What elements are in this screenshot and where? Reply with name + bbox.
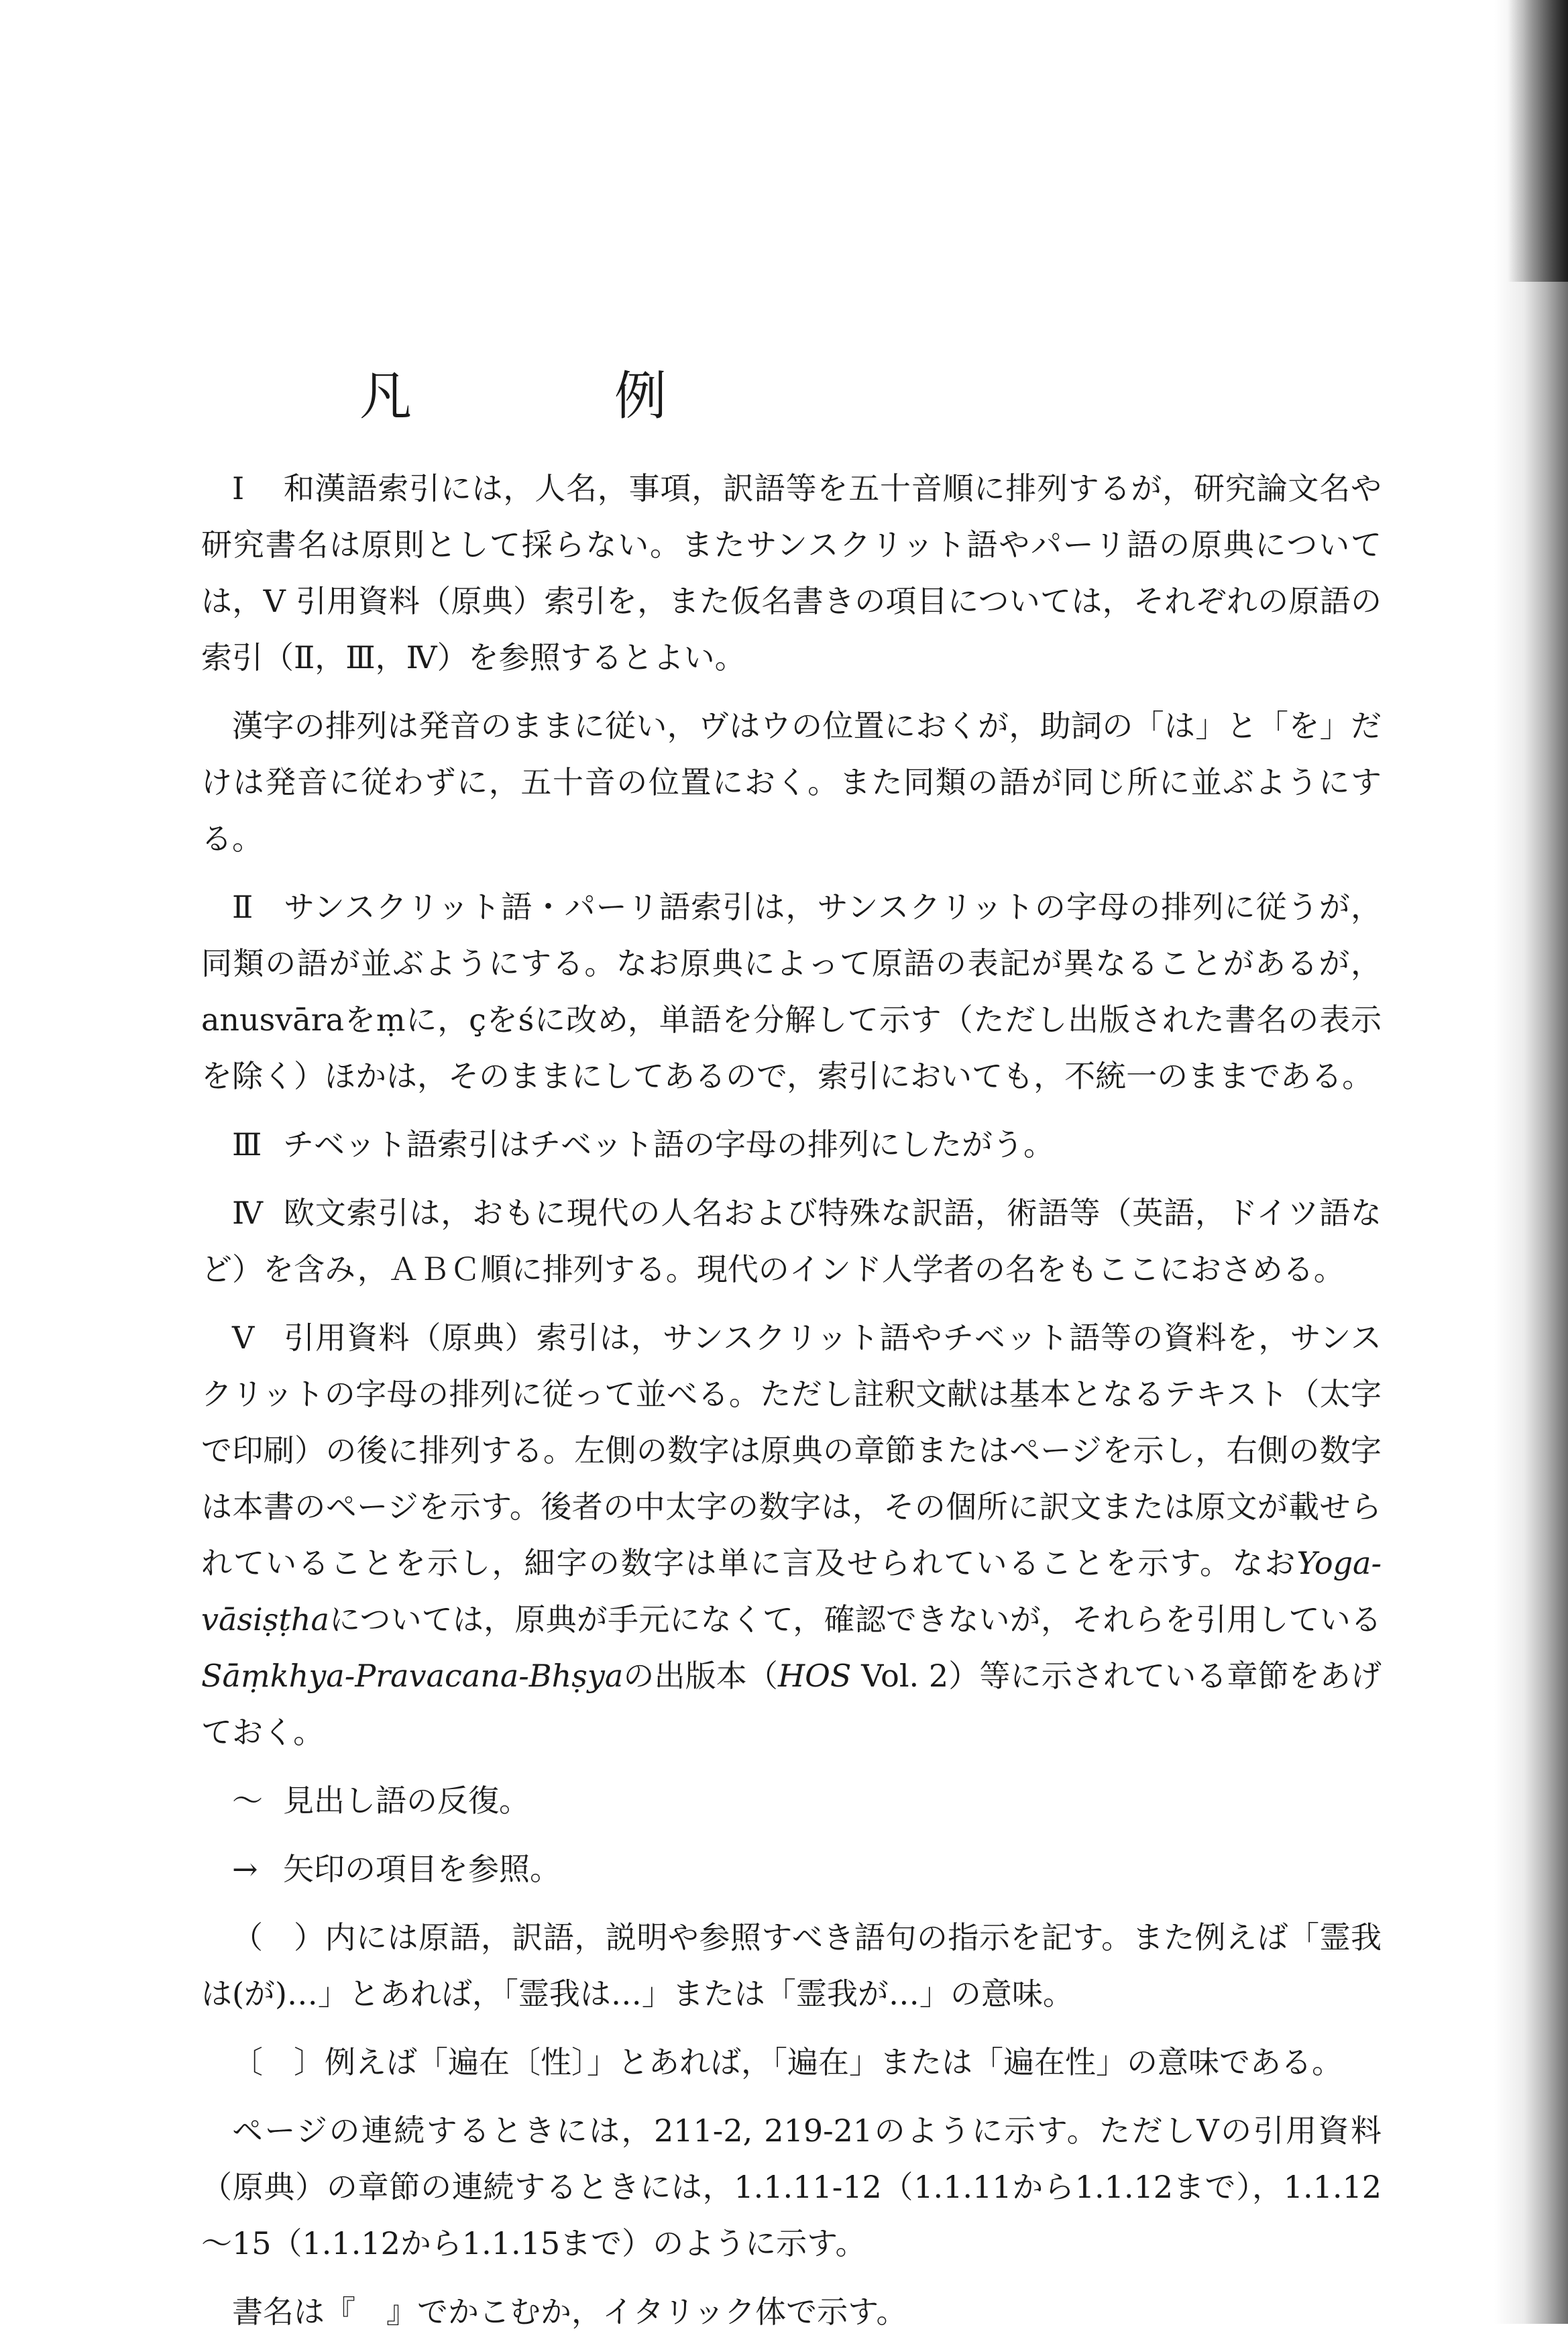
brackets-symbol: 〔 〕 <box>232 2044 325 2080</box>
note-paragraph-4 <box>201 1185 1382 1297</box>
work-title-italic: Yoga-vāsiṣṭha <box>201 1545 1382 1638</box>
section-number: Ⅳ <box>232 1195 263 1231</box>
paragraph-text: については，原典が手元になくて，確認できないが，それらを引用している <box>329 1601 1382 1638</box>
paragraph-text: チベット語索引はチベット語の字母の排列にしたがう。 <box>283 1126 1054 1163</box>
symbol-description: 見出し語の反復。 <box>283 1782 530 1819</box>
paragraph-text: 書名は『 』でかこむか，イタリック体で示す。 <box>232 2294 907 2330</box>
paragraph-text: Vol. 2）等に示されている章節をあげておく。 <box>201 1658 1382 1750</box>
page-edge-dark-mark <box>1508 0 1568 282</box>
note-paragraph-5 <box>201 1309 1382 1760</box>
section-number: Ⅴ <box>232 1320 255 1356</box>
page-title: 凡 例 <box>359 366 742 427</box>
paragraph-text: 和漢語索引には，人名，事項，訳語等を五十音順に排列するが，研究論文名や研究書名は原則として採らない。またサンスクリット語やパーリ語の原典については，Ⅴ 引用資料（原典）索引を，また仮名書きの項目については，それぞれの原語の索引（Ⅱ，Ⅲ，Ⅳ）を参照するとよい。 <box>201 470 1382 676</box>
symbol-note-parentheses <box>201 1909 1382 2022</box>
series-abbrev-italic: HOS <box>778 1658 852 1694</box>
paragraph-text: サンスクリット語・パーリ語索引は，サンスクリットの字母の排列に従うが，同類の語が並ぶようにする。なお原典によって原語の表記が異なることがあるが，anusvāraをṃに，çをśに改め，単語を分解して示す（ただし出版された書名の表示を除く）ほかは，そのままにしてあるので，索引においても，不統一のままである。 <box>201 889 1382 1094</box>
tilde-symbol: ～ <box>232 1782 263 1819</box>
section-number: Ⅱ <box>232 889 254 925</box>
symbol-description: 矢印の項目を参照。 <box>283 1851 561 1887</box>
section-number: I <box>232 470 245 506</box>
paragraph-text: 引用資料（原典）索引は，サンスクリット語やチベット語等の資料を，サンスクリットの字母の排列に従って並べる。ただし註釈文献は基本となるテキスト（太字で印刷）の後に排列する。左側の数字は原典の章節またはページを示し，右側の数字は本書のページを示す。後者の中太字の数字は，その個所に訳文または原文が載せられていることを示し，細字の数字は単に言及せられていることを示す。なお <box>201 1320 1382 1581</box>
paragraph-text: 欧文索引は，おもに現代の人名および特殊な訳語，術語等（英語，ドイツ語など）を含み，ＡＢＣ順に排列する。現代のインド人学者の名をもここにおさめる。 <box>201 1195 1382 1287</box>
symbol-description: 内には原語，訳語，説明や参照すべき語句の指示を記す。また例えば「霊我は(が)…」とあれば，「霊我は…」または「霊我が…」の意味。 <box>201 1919 1382 2012</box>
note-paragraph-kanji-order <box>201 698 1382 867</box>
symbol-note-tilde <box>201 1772 1382 1829</box>
paragraph-text: の出版本（ <box>623 1658 779 1694</box>
paragraph-text: 漢字の排列は発音のままに従い，ヴはウの位置におくが，助詞の「は」と「を」だけは発音に従わずに，五十音の位置におく。また同類の語が同じ所に並ぶようにする。 <box>201 708 1382 857</box>
note-paragraph-1 <box>201 460 1382 686</box>
paragraph-text: ページの連続するときには，211-2, 219-21のように示す。ただしⅤの引用資料（原典）の章節の連続するときには，1.1.11-12（1.1.11から1.1.12まで），1.1.12～15（1.1.12から1.1.15まで）のように示す。 <box>201 2113 1382 2261</box>
work-title-italic: Sāṃkhya-Pravacana-Bhṣya <box>201 1658 624 1694</box>
symbol-note-arrow <box>201 1841 1382 1897</box>
section-number: Ⅲ <box>232 1126 262 1163</box>
page-edge-shadow <box>1494 0 1568 2324</box>
note-page-ranges <box>201 2102 1382 2271</box>
symbol-description: 例えば「遍在〔性〕」とあれば，「遍在」または「遍在性」の意味である。 <box>325 2044 1343 2080</box>
notes-body <box>201 460 1382 2352</box>
note-paragraph-3 <box>201 1116 1382 1173</box>
arrow-symbol: → <box>232 1851 258 1887</box>
note-paragraph-2 <box>201 879 1382 1104</box>
note-book-titles <box>201 2284 1382 2340</box>
symbol-note-brackets <box>201 2034 1382 2090</box>
parentheses-symbol: （ ） <box>232 1919 325 1956</box>
